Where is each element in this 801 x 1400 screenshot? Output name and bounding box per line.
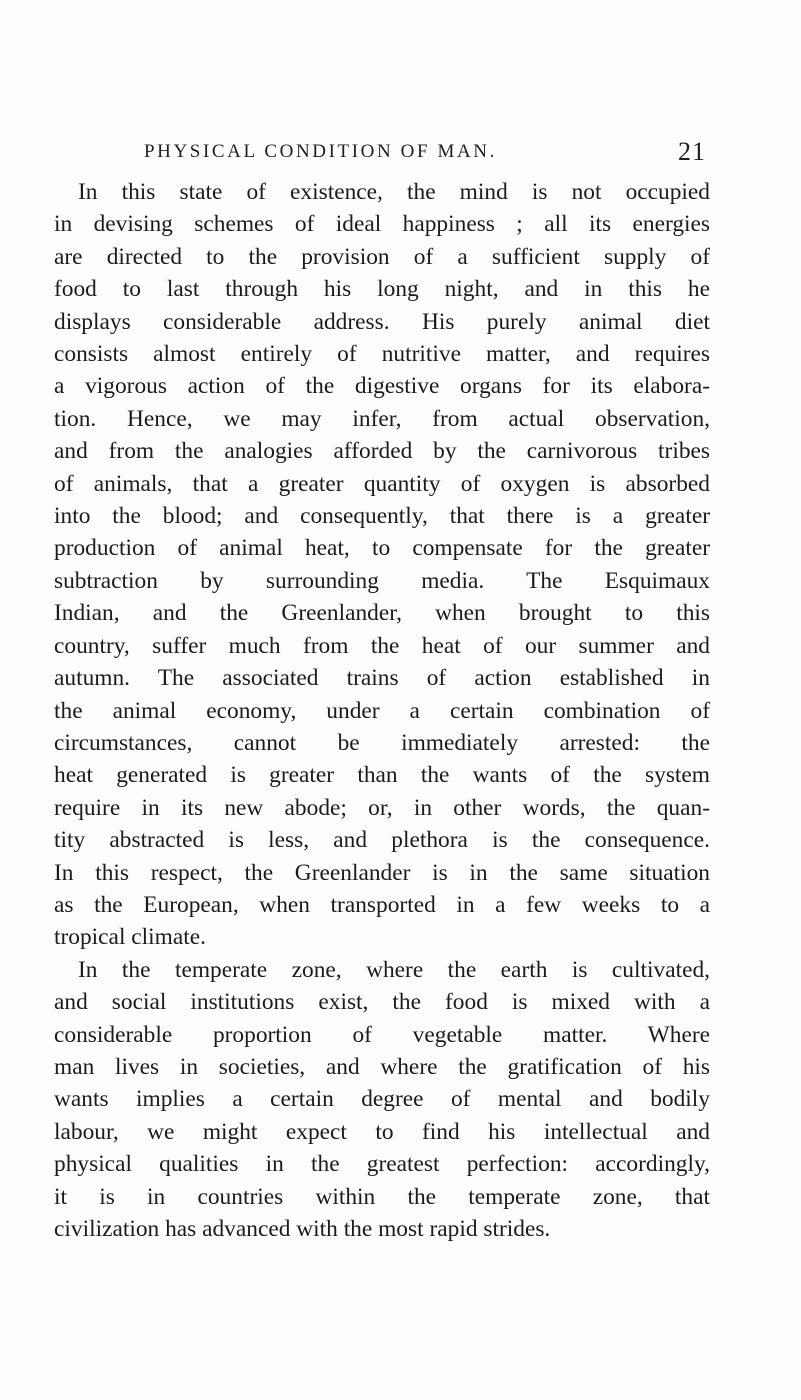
text-line: subtraction by surrounding media. The Esquimaux (54, 567, 710, 594)
paragraph (54, 176, 710, 954)
text-line: wants implies a certain degree of mental and bodily (54, 1086, 710, 1113)
text-line: displays considerable address. His purely animal diet (54, 308, 710, 335)
text-line: autumn. The associated trains of action established in (54, 665, 710, 692)
text-line: Indian, and the Greenlander, when brought to this (54, 600, 710, 627)
text-line: as the European, when transported in a few weeks to a (54, 891, 710, 918)
text-line: it is in countries within the temperate zone, that (54, 1183, 710, 1210)
text-line: food to last through his long night, and in this he (54, 276, 710, 303)
text-line: and from the analogies afforded by the carnivorous tribes (54, 438, 710, 465)
text-line: considerable proportion of vegetable matter. Where (54, 1021, 710, 1048)
text-line: are directed to the provision of a sufficient supply of (54, 243, 710, 270)
text-line: country, suffer much from the heat of our summer and (54, 632, 710, 659)
text-line: In this respect, the Greenlander is in the same situation (54, 859, 710, 886)
page-number: 21 (678, 137, 706, 166)
text-line: tity abstracted is less, and plethora is the consequence. (54, 827, 710, 854)
text-line: and social institutions exist, the food is mixed with a (54, 989, 710, 1016)
text-line: require in its new abode; or, in other words, the quan- (54, 794, 710, 821)
text-line: the animal economy, under a certain combination of (54, 697, 710, 724)
text-line: physical qualities in the greatest perfection: accordingly, (54, 1151, 710, 1178)
running-head (144, 137, 706, 167)
text-line: circumstances, cannot be immediately arrested: the (54, 729, 710, 756)
text-line: tropical climate. (54, 924, 206, 951)
text-line: of animals, that a greater quantity of oxygen is absorbed (54, 470, 710, 497)
text-line: heat generated is greater than the wants of the system (54, 762, 710, 789)
text-line: civilization has advanced with the most rapid strides. (54, 1216, 551, 1242)
text-line: into the blood; and consequently, that there is a greater (54, 503, 710, 530)
text-line: In the temperate zone, where the earth is cultivated, (78, 956, 710, 983)
text-line: production of animal heat, to compensate for the greater (54, 535, 710, 562)
paragraph (54, 954, 710, 1246)
running-title: PHYSICAL CONDITION OF MAN. (144, 141, 497, 162)
text-line: consists almost entirely of nutritive matter, and requires (54, 341, 710, 368)
text-line: man lives in societies, and where the gratification of his (54, 1053, 710, 1080)
body-text (54, 176, 710, 1245)
text-line: in devising schemes of ideal happiness ; all its energies (54, 211, 710, 238)
text-line: In this state of existence, the mind is not occupied (78, 179, 710, 205)
text-line: tion. Hence, we may infer, from actual observation, (54, 405, 710, 432)
text-line: labour, we might expect to find his intellectual and (54, 1118, 710, 1145)
text-line: a vigorous action of the digestive organs for its elabora- (54, 373, 710, 400)
